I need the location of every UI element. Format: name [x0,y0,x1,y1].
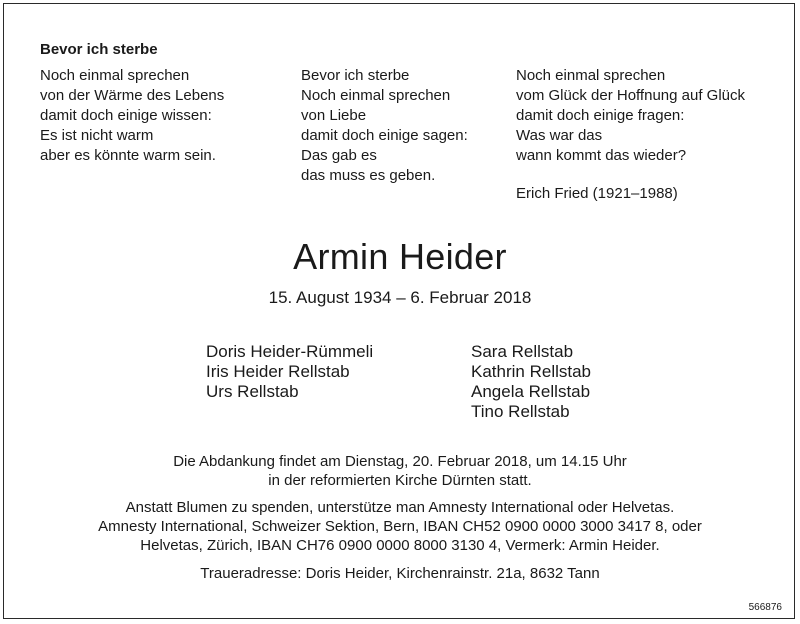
poem-stanza-1 [40,66,224,166]
poem-stanza-2 [301,66,468,186]
poem-line: Das gab es [301,147,377,164]
poem-line: Noch einmal sprechen [40,67,190,84]
poem-line: Noch einmal sprechen [516,67,666,84]
poem-line: Bevor ich sterbe [301,67,410,84]
mourner-name: Tino Rellstab [471,402,570,421]
donation-line: Anstatt Blumen zu spenden, unterstütze man Amnesty International oder Helvetas. [125,499,675,516]
mourner-name: Iris Heider Rellstab [206,362,350,381]
mourner-name: Doris Heider-Rümmeli [206,342,374,361]
reference-number: 566876 [748,602,782,613]
life-dates: 15. August 1934 – 6. Februar 2018 [268,288,532,307]
poem-line: damit doch einige sagen: [301,127,468,144]
poem-line: Noch einmal sprechen [301,87,451,104]
poem-line: Was war das [516,127,603,144]
poem-line: damit doch einige fragen: [516,107,685,124]
mourners-left-column [206,342,373,402]
poem-title: Bevor ich sterbe [40,41,158,58]
poem-line: wann kommt das wieder? [516,147,687,164]
mourner-name: Urs Rellstab [206,382,299,401]
poem-author: Erich Fried (1921–1988) [516,185,678,202]
service-line: Die Abdankung findet am Dienstag, 20. Februar 2018, um 14.15 Uhr [173,453,627,470]
poem-line: von Liebe [301,107,367,124]
service-info [0,452,800,490]
poem-line: Es ist nicht warm [40,127,154,144]
poem-line: von der Wärme des Lebens [40,87,225,104]
donation-info [0,498,800,555]
poem-stanza-3 [516,66,745,166]
poem-line: damit doch einige wissen: [40,107,212,124]
donation-line: Amnesty International, Schweizer Sektion, Bern, IBAN CH52 0900 0000 3000 3417 8, oder [98,518,702,535]
service-line: in der reformierten Kirche Dürnten statt. [268,472,532,489]
mourner-name: Kathrin Rellstab [471,362,592,381]
mourner-name: Sara Rellstab [471,342,574,361]
poem-line: vom Glück der Hoffnung auf Glück [516,87,745,104]
mourner-name: Angela Rellstab [471,382,591,401]
mourning-address: Traueradresse: Doris Heider, Kirchenrainstr. 21a, 8632 Tann [200,565,600,582]
mourners-right-column [471,342,591,422]
poem-line: aber es könnte warm sein. [40,147,216,164]
deceased-name: Armin Heider [293,236,507,277]
donation-line: Helvetas, Zürich, IBAN CH76 0900 0000 8000 3130 4, Vermerk: Armin Heider. [140,537,660,554]
poem-line: das muss es geben. [301,167,436,184]
